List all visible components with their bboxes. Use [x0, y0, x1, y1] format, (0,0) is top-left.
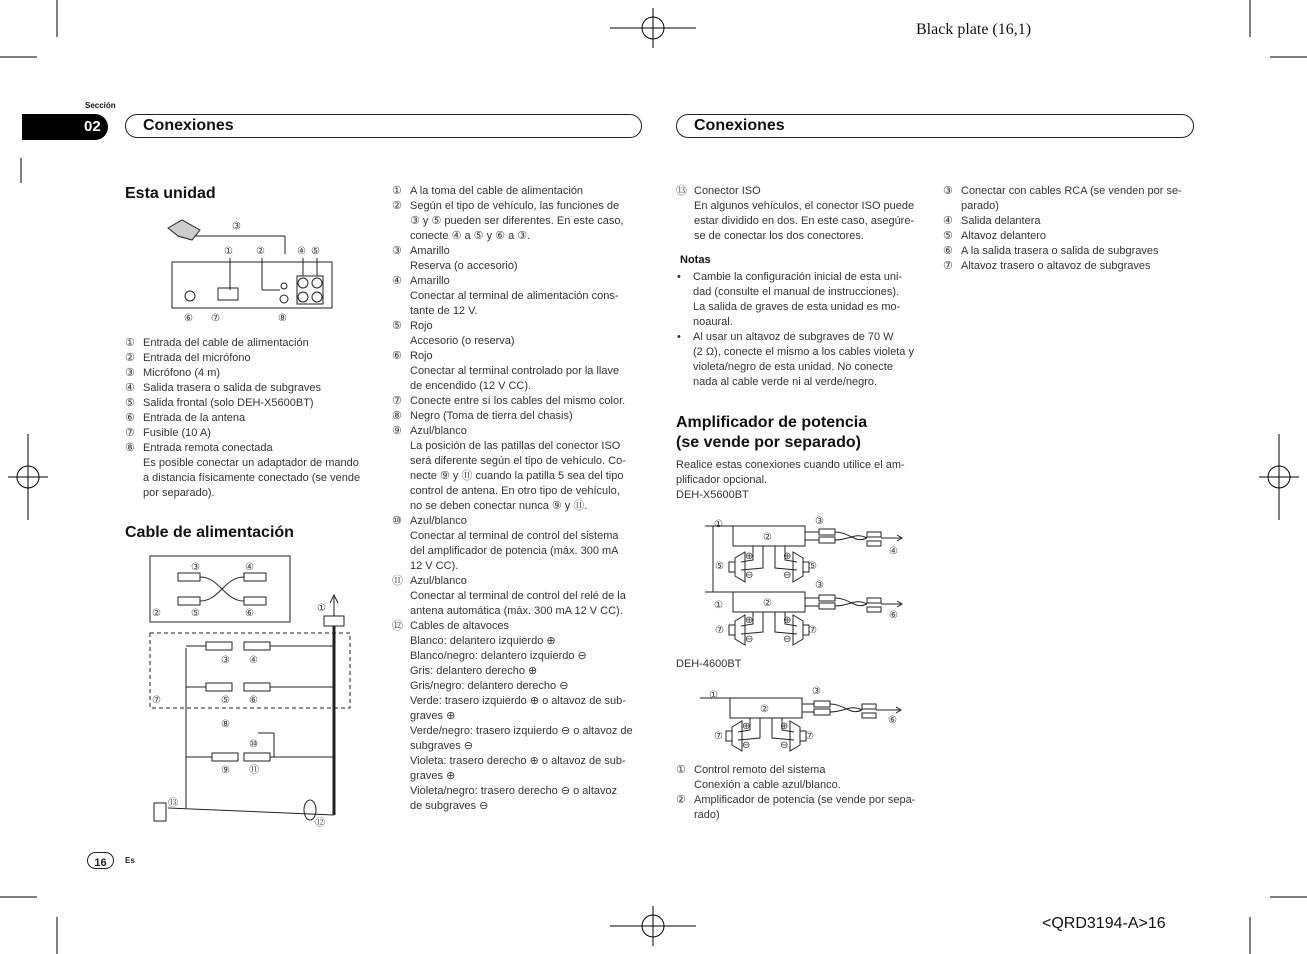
legend-line: se de conectar los dos conectores. — [694, 230, 864, 242]
svg-text:⑤: ⑤ — [311, 246, 320, 257]
svg-text:①: ① — [317, 603, 326, 614]
section-number: 02 — [84, 118, 101, 135]
legend-line: ⑤ Rojo — [392, 320, 433, 332]
svg-text:⑤: ⑤ — [221, 695, 230, 706]
legend-item-extra: por separado). — [143, 487, 215, 499]
svg-text:⑦: ⑦ — [714, 731, 723, 742]
svg-text:⑥: ⑥ — [888, 715, 897, 726]
legend-line: Conectar al terminal controlado por la llave — [410, 365, 620, 377]
svg-text:③: ③ — [191, 562, 200, 573]
legend-line: ⑧ Negro (Toma de tierra del chasis) — [392, 410, 573, 422]
legend-line: ④ Salida delantera — [943, 215, 1041, 227]
legend-line: Blanco: delantero izquierdo ⊕ — [410, 635, 556, 647]
legend-item: ⑤ Salida frontal (solo DEH-X5600BT) — [125, 397, 314, 409]
svg-text:④: ④ — [245, 562, 254, 573]
svg-text:③: ③ — [232, 221, 241, 232]
legend-line: ⑬ Conector ISO — [676, 185, 761, 197]
plate-label: Black plate (16,1) — [916, 21, 1032, 38]
legend-line: graves ⊕ — [410, 770, 456, 782]
legend-item: ② Entrada del micrófono — [125, 352, 251, 364]
legend-line: Conexión a cable azul/blanco. — [694, 779, 841, 791]
svg-text:⑫: ⑫ — [315, 818, 325, 829]
svg-text:⊖: ⊖ — [780, 740, 789, 751]
svg-text:④: ④ — [249, 655, 258, 666]
svg-text:⊕: ⊕ — [780, 721, 789, 732]
svg-text:③: ③ — [815, 580, 824, 591]
amp-legend — [676, 763, 928, 823]
svg-text:①: ① — [224, 246, 233, 257]
svg-text:⑪: ⑪ — [249, 765, 259, 776]
svg-text:⑨: ⑨ — [221, 765, 230, 776]
svg-text:⊖: ⊖ — [742, 740, 751, 751]
legend-line: Violeta/negro: trasero derecho ⊖ o altavoz — [410, 785, 618, 797]
svg-text:⑤: ⑤ — [191, 608, 200, 619]
legend-item: ⑥ Entrada de la antena — [125, 412, 246, 424]
legend-line: será diferente según el tipo de vehículo. Co- — [410, 455, 626, 467]
svg-text:⊕: ⊕ — [745, 615, 754, 626]
legend-line: del amplificador de potencia (máx. 300 mA — [410, 545, 619, 557]
legend-line: Conectar al terminal de control del relé de la — [410, 590, 626, 602]
svg-text:②: ② — [760, 704, 769, 715]
model2-label: DEH-4600BT — [676, 658, 742, 670]
unit-legend — [125, 336, 375, 501]
legend-line: subgraves ⊖ — [410, 740, 474, 752]
unit-heading: Esta unidad — [125, 185, 216, 202]
note-item: • Al usar un altavoz de subgraves de 70 W (2 Ω), conecte el mismo a los cables violeta y violeta/negro de esta unidad. No conecte nada al cable verde ni al verde/negro. — [677, 330, 927, 390]
legend-line: no se deben conectar nunca ⑨ y ⑪. — [410, 500, 588, 512]
legend-line: ⑤ Altavoz delantero — [943, 230, 1046, 242]
svg-text:⑧: ⑧ — [278, 313, 287, 324]
svg-text:⑩: ⑩ — [249, 739, 258, 750]
svg-text:⑦: ⑦ — [805, 731, 814, 742]
svg-text:③: ③ — [812, 686, 821, 697]
unit-diagram — [160, 210, 350, 328]
svg-text:⑦: ⑦ — [152, 695, 161, 706]
legend-line: rado) — [694, 809, 720, 821]
legend-item: ⑦ Fusible (10 A) — [125, 427, 211, 439]
legend-line: tante de 12 V. — [410, 305, 478, 317]
legend-line: La posición de las patillas del conector ISO — [410, 440, 621, 452]
legend-line: Verde/negro: trasero izquierdo ⊖ o altavoz de — [410, 725, 633, 737]
svg-text:②: ② — [256, 246, 265, 257]
svg-text:③: ③ — [221, 655, 230, 666]
svg-text:②: ② — [763, 532, 772, 543]
legend-line: ⑫ Cables de altavoces — [392, 620, 510, 632]
legend-line: ② Según el tipo de vehículo, las funciones de — [392, 200, 620, 212]
legend-line: parado) — [961, 200, 999, 212]
legend-line: estar dividido en dos. En este caso, asegúre- — [694, 215, 915, 227]
section-heading-right: Conexiones — [676, 114, 1194, 138]
legend-line: Blanco/negro: delantero izquierdo ⊖ — [410, 650, 587, 662]
svg-text:⊕: ⊕ — [783, 615, 792, 626]
page-number-badge — [87, 852, 114, 869]
legend-line: necte ⑨ y ⑪ cuando la patilla 5 sea del tipo — [410, 470, 624, 482]
legend-line: ⑥ A la salida trasera o salida de subgraves — [943, 245, 1159, 257]
legend-line: ⑩ Azul/blanco — [392, 515, 467, 527]
legend-line: 12 V CC). — [410, 560, 459, 572]
legend-item-extra: a distancia físicamente conectado (se vende — [143, 472, 361, 484]
svg-text:⑥: ⑥ — [184, 313, 193, 324]
svg-text:③: ③ — [815, 516, 824, 527]
svg-text:⑦: ⑦ — [715, 625, 724, 636]
svg-text:⑤: ⑤ — [715, 561, 724, 572]
legend-line: de encendido (12 V CC). — [410, 380, 532, 392]
notes-list — [677, 270, 927, 390]
legend-line: Conectar al terminal de alimentación cons- — [410, 290, 619, 302]
svg-text:⊖: ⊖ — [783, 634, 792, 645]
legend-line: ⑨ Azul/blanco — [392, 425, 467, 437]
legend-line: de subgraves ⊖ — [410, 800, 489, 812]
svg-text:⑦: ⑦ — [808, 625, 817, 636]
svg-text:⑥: ⑥ — [249, 695, 258, 706]
amp-legend-continued — [943, 184, 1195, 274]
svg-text:②: ② — [763, 598, 772, 609]
svg-text:⑤: ⑤ — [808, 561, 817, 572]
legend-line: ⑪ Azul/blanco — [392, 575, 467, 587]
notes-title: Notas — [680, 254, 711, 266]
svg-text:④: ④ — [297, 246, 306, 257]
cable-diagram — [148, 553, 360, 833]
section-heading-left: Conexiones — [125, 114, 642, 138]
legend-line: ⑦ Conecte entre sí los cables del mismo color. — [392, 395, 626, 407]
document-code: <QRD3194-A>16 — [1042, 915, 1166, 932]
section-label: Sección — [85, 101, 116, 110]
svg-text:④: ④ — [889, 546, 898, 557]
svg-text:①: ① — [714, 519, 723, 530]
note-item: • Cambie la configuración inicial de esta uni- dad (consulte el manual de instrucciones). La salida de graves de esta unidad es mo- noaural. — [677, 270, 927, 330]
svg-text:⊖: ⊖ — [745, 634, 754, 645]
cable-legend — [392, 184, 647, 814]
iso-block — [676, 184, 926, 244]
legend-item-extra: Es posible conectar un adaptador de mando — [143, 457, 359, 469]
legend-item: ⑧ Entrada remota conectada — [125, 442, 273, 454]
svg-text:①: ① — [714, 600, 723, 611]
legend-item: ① Entrada del cable de alimentación — [125, 337, 309, 349]
svg-text:⑥: ⑥ — [889, 610, 898, 621]
legend-line: Reserva (o accesorio) — [410, 260, 518, 272]
legend-item: ④ Salida trasera o salida de subgraves — [125, 382, 321, 394]
legend-line: ① A la toma del cable de alimentación — [392, 185, 584, 197]
svg-text:⊖: ⊖ — [783, 570, 792, 581]
svg-text:⑬: ⑬ — [168, 798, 178, 809]
legend-line: Gris/negro: delantero derecho ⊖ — [410, 680, 569, 692]
legend-line: graves ⊕ — [410, 710, 456, 722]
svg-text:②: ② — [152, 608, 161, 619]
svg-text:⑧: ⑧ — [221, 719, 230, 730]
legend-line: Verde: trasero izquierdo ⊕ o altavoz de sub- — [410, 695, 626, 707]
amp-intro: Realice estas conexiones cuando utilice el am- plificador opcional. DEH-X5600BT — [676, 459, 905, 501]
language-code: Es — [125, 856, 135, 865]
legend-line: ② Amplificador de potencia (se vende por sepa- — [676, 794, 916, 806]
cable-heading: Cable de alimentación — [125, 524, 294, 541]
legend-line: ③ y ⑤ pueden ser diferentes. En este caso, — [410, 215, 624, 227]
page-number: 16 — [94, 857, 107, 869]
legend-line: ④ Amarillo — [392, 275, 450, 287]
legend-line: ③ Amarillo — [392, 245, 450, 257]
legend-line: Accesorio (o reserva) — [410, 335, 515, 347]
legend-line: antena automática (máx. 300 mA 12 V CC). — [410, 605, 623, 617]
svg-text:⊖: ⊖ — [745, 570, 754, 581]
legend-item: ③ Micrófono (4 m) — [125, 367, 221, 379]
legend-line: En algunos vehículos, el conector ISO puede — [694, 200, 915, 212]
legend-line: ⑥ Rojo — [392, 350, 433, 362]
legend-line: Gris: delantero derecho ⊕ — [410, 665, 538, 677]
legend-line: ⑦ Altavoz trasero o altavoz de subgraves — [943, 260, 1151, 272]
amp-heading: Amplificador de potencia (se vende por separado) — [676, 414, 868, 451]
legend-line: ① Control remoto del sistema — [676, 764, 826, 776]
svg-text:⊕: ⊕ — [783, 551, 792, 562]
svg-text:⊕: ⊕ — [742, 721, 751, 732]
legend-line: ③ Conectar con cables RCA (se venden por se- — [943, 185, 1182, 197]
svg-text:⊕: ⊕ — [745, 551, 754, 562]
legend-line: control de antena. En otro tipo de vehículo, — [410, 485, 620, 497]
legend-line: conecte ④ a ⑤ y ⑥ a ③. — [410, 230, 531, 242]
legend-line: Conectar al terminal de control del sistema — [410, 530, 619, 542]
svg-text:⑥: ⑥ — [245, 608, 254, 619]
amp-diagram-2 — [700, 684, 910, 754]
svg-text:①: ① — [709, 690, 718, 701]
legend-line: Violeta: trasero derecho ⊕ o altavoz de sub- — [410, 755, 626, 767]
amp-diagram-1 — [705, 512, 915, 647]
svg-text:⑦: ⑦ — [211, 313, 220, 324]
